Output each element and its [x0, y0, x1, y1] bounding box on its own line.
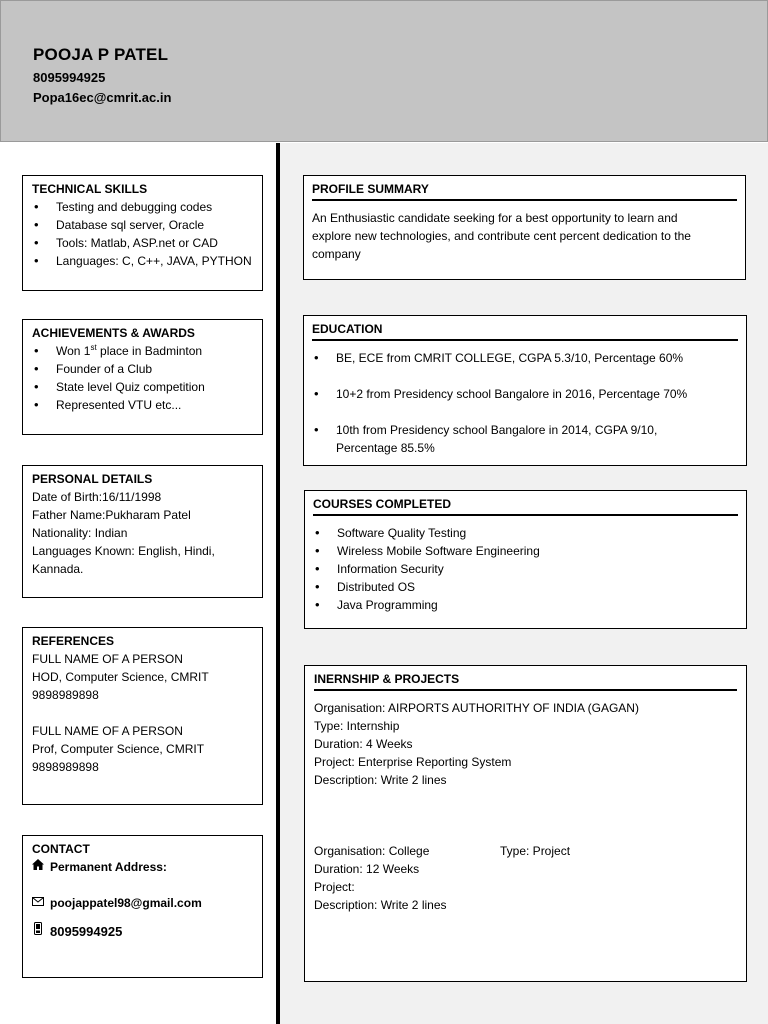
contact-title: CONTACT — [32, 842, 90, 856]
project-duration: Duration: 12 Weeks — [314, 862, 420, 876]
personal-details-title: PERSONAL DETAILS — [32, 472, 153, 486]
project-name: Project: — [314, 880, 355, 894]
project-organisation: Organisation: College — [314, 844, 430, 858]
address-label: Permanent Address: — [50, 860, 167, 874]
project-type: Type: Internship — [314, 719, 400, 733]
header-email: Popa16ec@cmrit.ac.in — [33, 90, 172, 105]
courses-section — [304, 490, 747, 629]
list-item: • Wireless Mobile Software Engineering — [313, 542, 738, 560]
list-item: • Testing and debugging codes — [32, 198, 253, 216]
nationality: Nationality: Indian — [32, 526, 128, 540]
list-item — [312, 349, 738, 367]
reference-role: Prof, Computer Science, CMRIT — [32, 742, 205, 756]
references-section — [22, 627, 263, 805]
list-item: • State level Quiz competition — [32, 378, 253, 396]
technical-skills-title: TECHNICAL SKILLS — [32, 182, 148, 196]
project-org-type-row — [314, 842, 737, 860]
internship-title: INERNSHIP & PROJECTS — [314, 670, 737, 691]
permanent-address — [32, 858, 253, 876]
profile-summary-text: An Enthusiastic candidate seeking for a best opportunity to learn and — [312, 211, 678, 225]
contact-mobile-text: 8095994925 — [50, 923, 123, 939]
achievements-list — [32, 342, 253, 414]
project-duration: Duration: 4 Weeks — [314, 737, 413, 751]
list-item: • Java Programming — [313, 596, 738, 614]
profile-summary-text: explore new technologies, and contribute cent percent dedication to the — [312, 229, 691, 243]
education-section — [303, 315, 747, 466]
profile-summary-title: PROFILE SUMMARY — [312, 180, 737, 201]
list-item: • Founder of a Club — [32, 360, 253, 378]
education-entry: • 10th from Presidency school Bangalore in 2014, CGPA 9/10, — [336, 423, 658, 437]
education-list — [312, 349, 738, 457]
education-entry-cont: Percentage 85.5% — [336, 441, 435, 455]
project-type: Type: Project — [500, 844, 571, 858]
resume-header — [0, 0, 768, 142]
date-of-birth: Date of Birth:16/11/1998 — [32, 490, 162, 504]
reference-name: FULL NAME OF A PERSON — [32, 724, 183, 738]
education-entry: • 10+2 from Presidency school Bangalore in 2016, Percentage 70% — [336, 387, 688, 401]
column-divider — [276, 143, 280, 1024]
list-item: • Distributed OS — [313, 578, 738, 596]
profile-summary-section — [303, 175, 746, 280]
courses-title: COURSES COMPLETED — [313, 495, 738, 516]
list-item: • Information Security — [313, 560, 738, 578]
personal-details-section — [22, 465, 263, 598]
references-title: REFERENCES — [32, 634, 115, 648]
list-item: • Represented VTU etc... — [32, 396, 253, 414]
envelope-icon — [32, 894, 44, 912]
project-description: Description: Write 2 lines — [314, 898, 447, 912]
courses-list — [313, 524, 738, 614]
list-item: • Database sql server, Oracle — [32, 216, 253, 234]
project-name: Project: Enterprise Reporting System — [314, 755, 512, 769]
contact-section — [22, 835, 263, 978]
home-icon — [32, 858, 44, 876]
father-name: Father Name:Pukharam Patel — [32, 508, 191, 522]
contact-email — [32, 894, 253, 912]
languages-known: Languages Known: English, Hindi, — [32, 544, 215, 558]
list-item: • Software Quality Testing — [313, 524, 738, 542]
project-description: Description: Write 2 lines — [314, 773, 447, 787]
reference-phone: 9898989898 — [32, 688, 99, 702]
languages-known-cont: Kannada. — [32, 562, 84, 576]
list-item: • Tools: Matlab, ASP.net or CAD — [32, 234, 253, 252]
achievements-section — [22, 319, 263, 435]
contact-email-text[interactable]: poojappatel98@gmail.com — [50, 896, 202, 910]
education-entry: • BE, ECE from CMRIT COLLEGE, CGPA 5.3/10, Percentage 60% — [336, 351, 684, 365]
internship-section — [304, 665, 747, 982]
contact-mobile — [32, 922, 253, 941]
list-item — [312, 385, 738, 403]
ordinal-suffix: st — [90, 343, 97, 352]
list-item — [312, 421, 738, 457]
technical-skills-list — [32, 198, 253, 270]
achievements-title: ACHIEVEMENTS & AWARDS — [32, 326, 195, 340]
header-phone: 8095994925 — [33, 70, 106, 85]
reference-name: FULL NAME OF A PERSON — [32, 652, 183, 666]
achievement-text: place in Badminton — [96, 344, 203, 358]
list-item — [32, 342, 253, 360]
project-organisation: Organisation: AIRPORTS AUTHORITHY OF INDIA (GAGAN) — [314, 701, 639, 715]
list-item: • Languages: C, C++, JAVA, PYTHON — [32, 252, 253, 270]
mobile-phone-icon — [32, 922, 44, 941]
reference-phone: 9898989898 — [32, 760, 99, 774]
technical-skills-section — [22, 175, 263, 291]
education-title: EDUCATION — [312, 320, 738, 341]
reference-role: HOD, Computer Science, CMRIT — [32, 670, 209, 684]
profile-summary-text: company — [312, 247, 361, 261]
candidate-name: POOJA P PATEL — [33, 45, 169, 64]
achievement-text: Won 1 — [56, 344, 91, 358]
